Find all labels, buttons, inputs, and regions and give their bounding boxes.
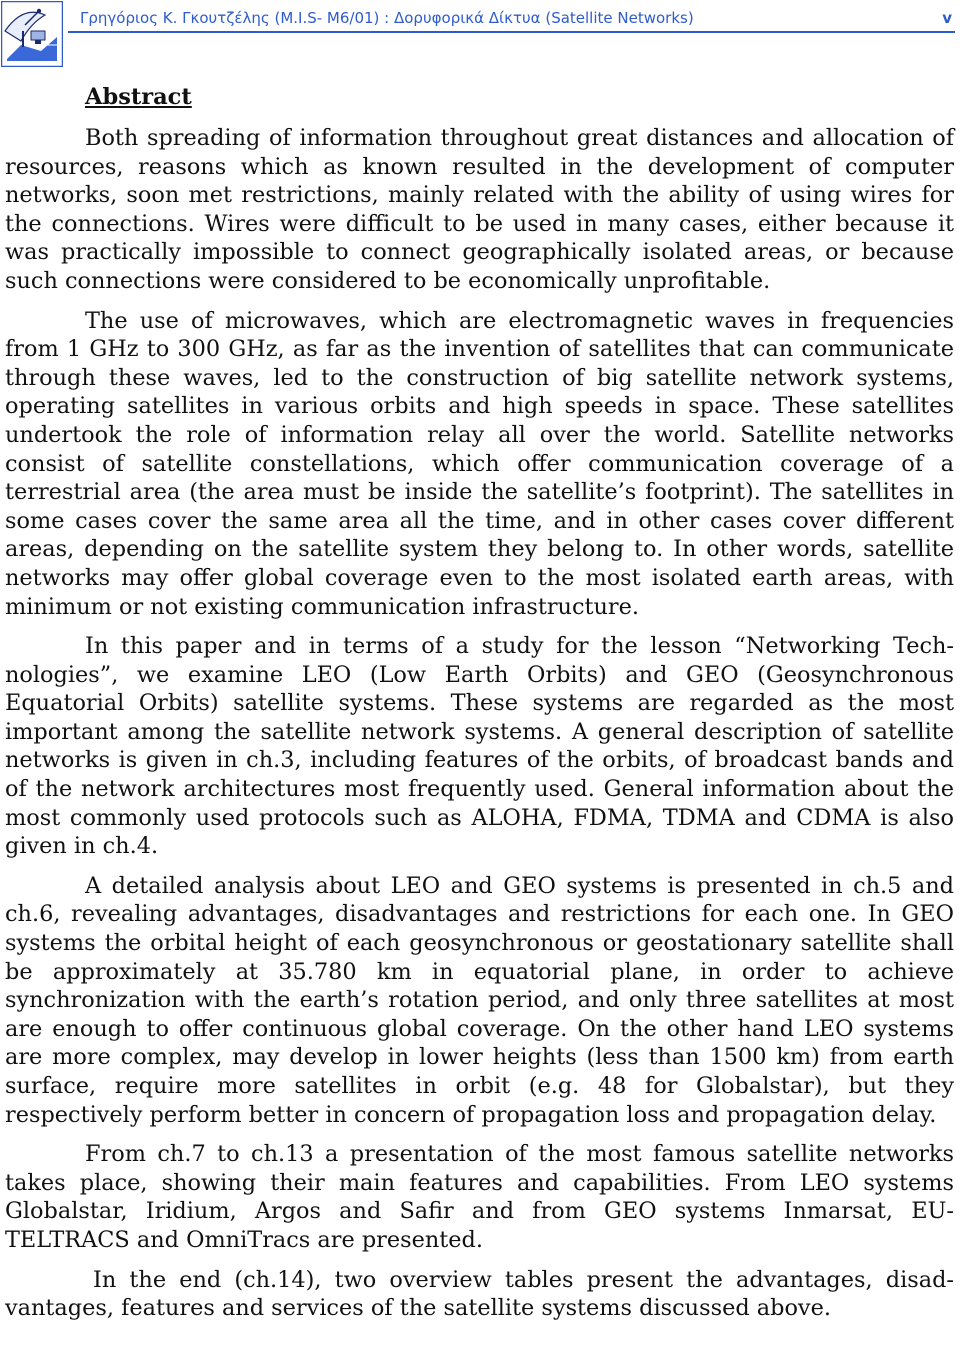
document-body — [5, 80, 954, 1334]
header-divider — [68, 31, 955, 33]
paragraph: Both spreading of information throughout great distances and allocation of resources, reasons which as known resulted in the development of computer networks, soon met restrictions, mainly related with the ability of using wires for the connections. Wires were difficult to be used in many cases, either because it was practically impossible to connect geographically isolated areas, or because such connections were considered to be economically unprofitable. — [5, 125, 954, 294]
page-header — [0, 0, 960, 70]
paragraph: The use of microwaves, which are electromagnetic waves in frequencies from 1 GHz to 300 GHz, as far as the invention of satellites that can communicate through these waves, led to the construction of big satellite network systems, operating satellites in various orbits and high speeds in space. These satellites undertook the role of information relay all over the world. Satellite networks consist of satellite constellations, which offer communication coverage of a terrestrial area (the area must be inside the satellite’s footprint). The satellites in some cases cover the same area all the time, and in other cases cover different areas, depending on the satellite system they belong to. In other words, satellite networks may offer global coverage even to the most isolated earth areas, with minimum or not existing communication infrastructure. — [5, 307, 954, 620]
paragraph: From ch.7 to ch.13 a presentation of the most famous satellite networks takes place, showing their main features and capabilities. From LEO systems Globalstar, Iridium, Argos and Safir and from GEO systems Inmarsat, EUTELTRACS and OmniTracs are presented. — [5, 1141, 954, 1253]
paragraph: In the end (ch.14), two overview tables present the advantages, disadvantages, features and services of the satellite systems discussed above. — [5, 1266, 954, 1322]
section-heading: Abstract — [85, 84, 192, 110]
paragraph: In this paper and in terms of a study for the lesson “Networking Technologies”, we examine LEO (Low Earth Orbits) and GEO (Geosynchronous Equatorial Orbits) satellite systems. These systems are regarded as the most important among the satellite network systems. A general description of satellite networks is given in ch.3, including features of the orbits, of broadcast bands and of the network architectures most frequently used. General information about the most commonly used protocols such as ALOHA, FDMA, TDMA and CDMA is also given in ch.4. — [5, 633, 954, 860]
page-number: v — [942, 9, 952, 27]
paragraph: A detailed analysis about LEO and GEO systems is presented in ch.5 and ch.6, revealing advantages, disadvantages and restrictions for each one. In GEO systems the orbital height of each geosynchronous or geostationary satellite shall be approximately at 35.780 km in equatorial plane, in order to achieve synchronization with the earth’s rotation period, and only three satellites at most are enough to offer continuous global coverage. On the other hand LEO systems are more complex, may develop in lower heights (less than 1500 km) from earth surface, require more satellites in orbit (e.g. 48 for Globalstar), but they respectively perform better in concern of propagation loss and propagation delay. — [5, 872, 954, 1128]
satellite-dish-logo-icon — [1, 1, 63, 67]
running-header-title: Γρηγόριος Κ. Γκουτζέλης (Μ.Ι.S- Μ6/01) : Δορυφορικά Δίκτυα (Satellite Networks) — [80, 9, 694, 27]
